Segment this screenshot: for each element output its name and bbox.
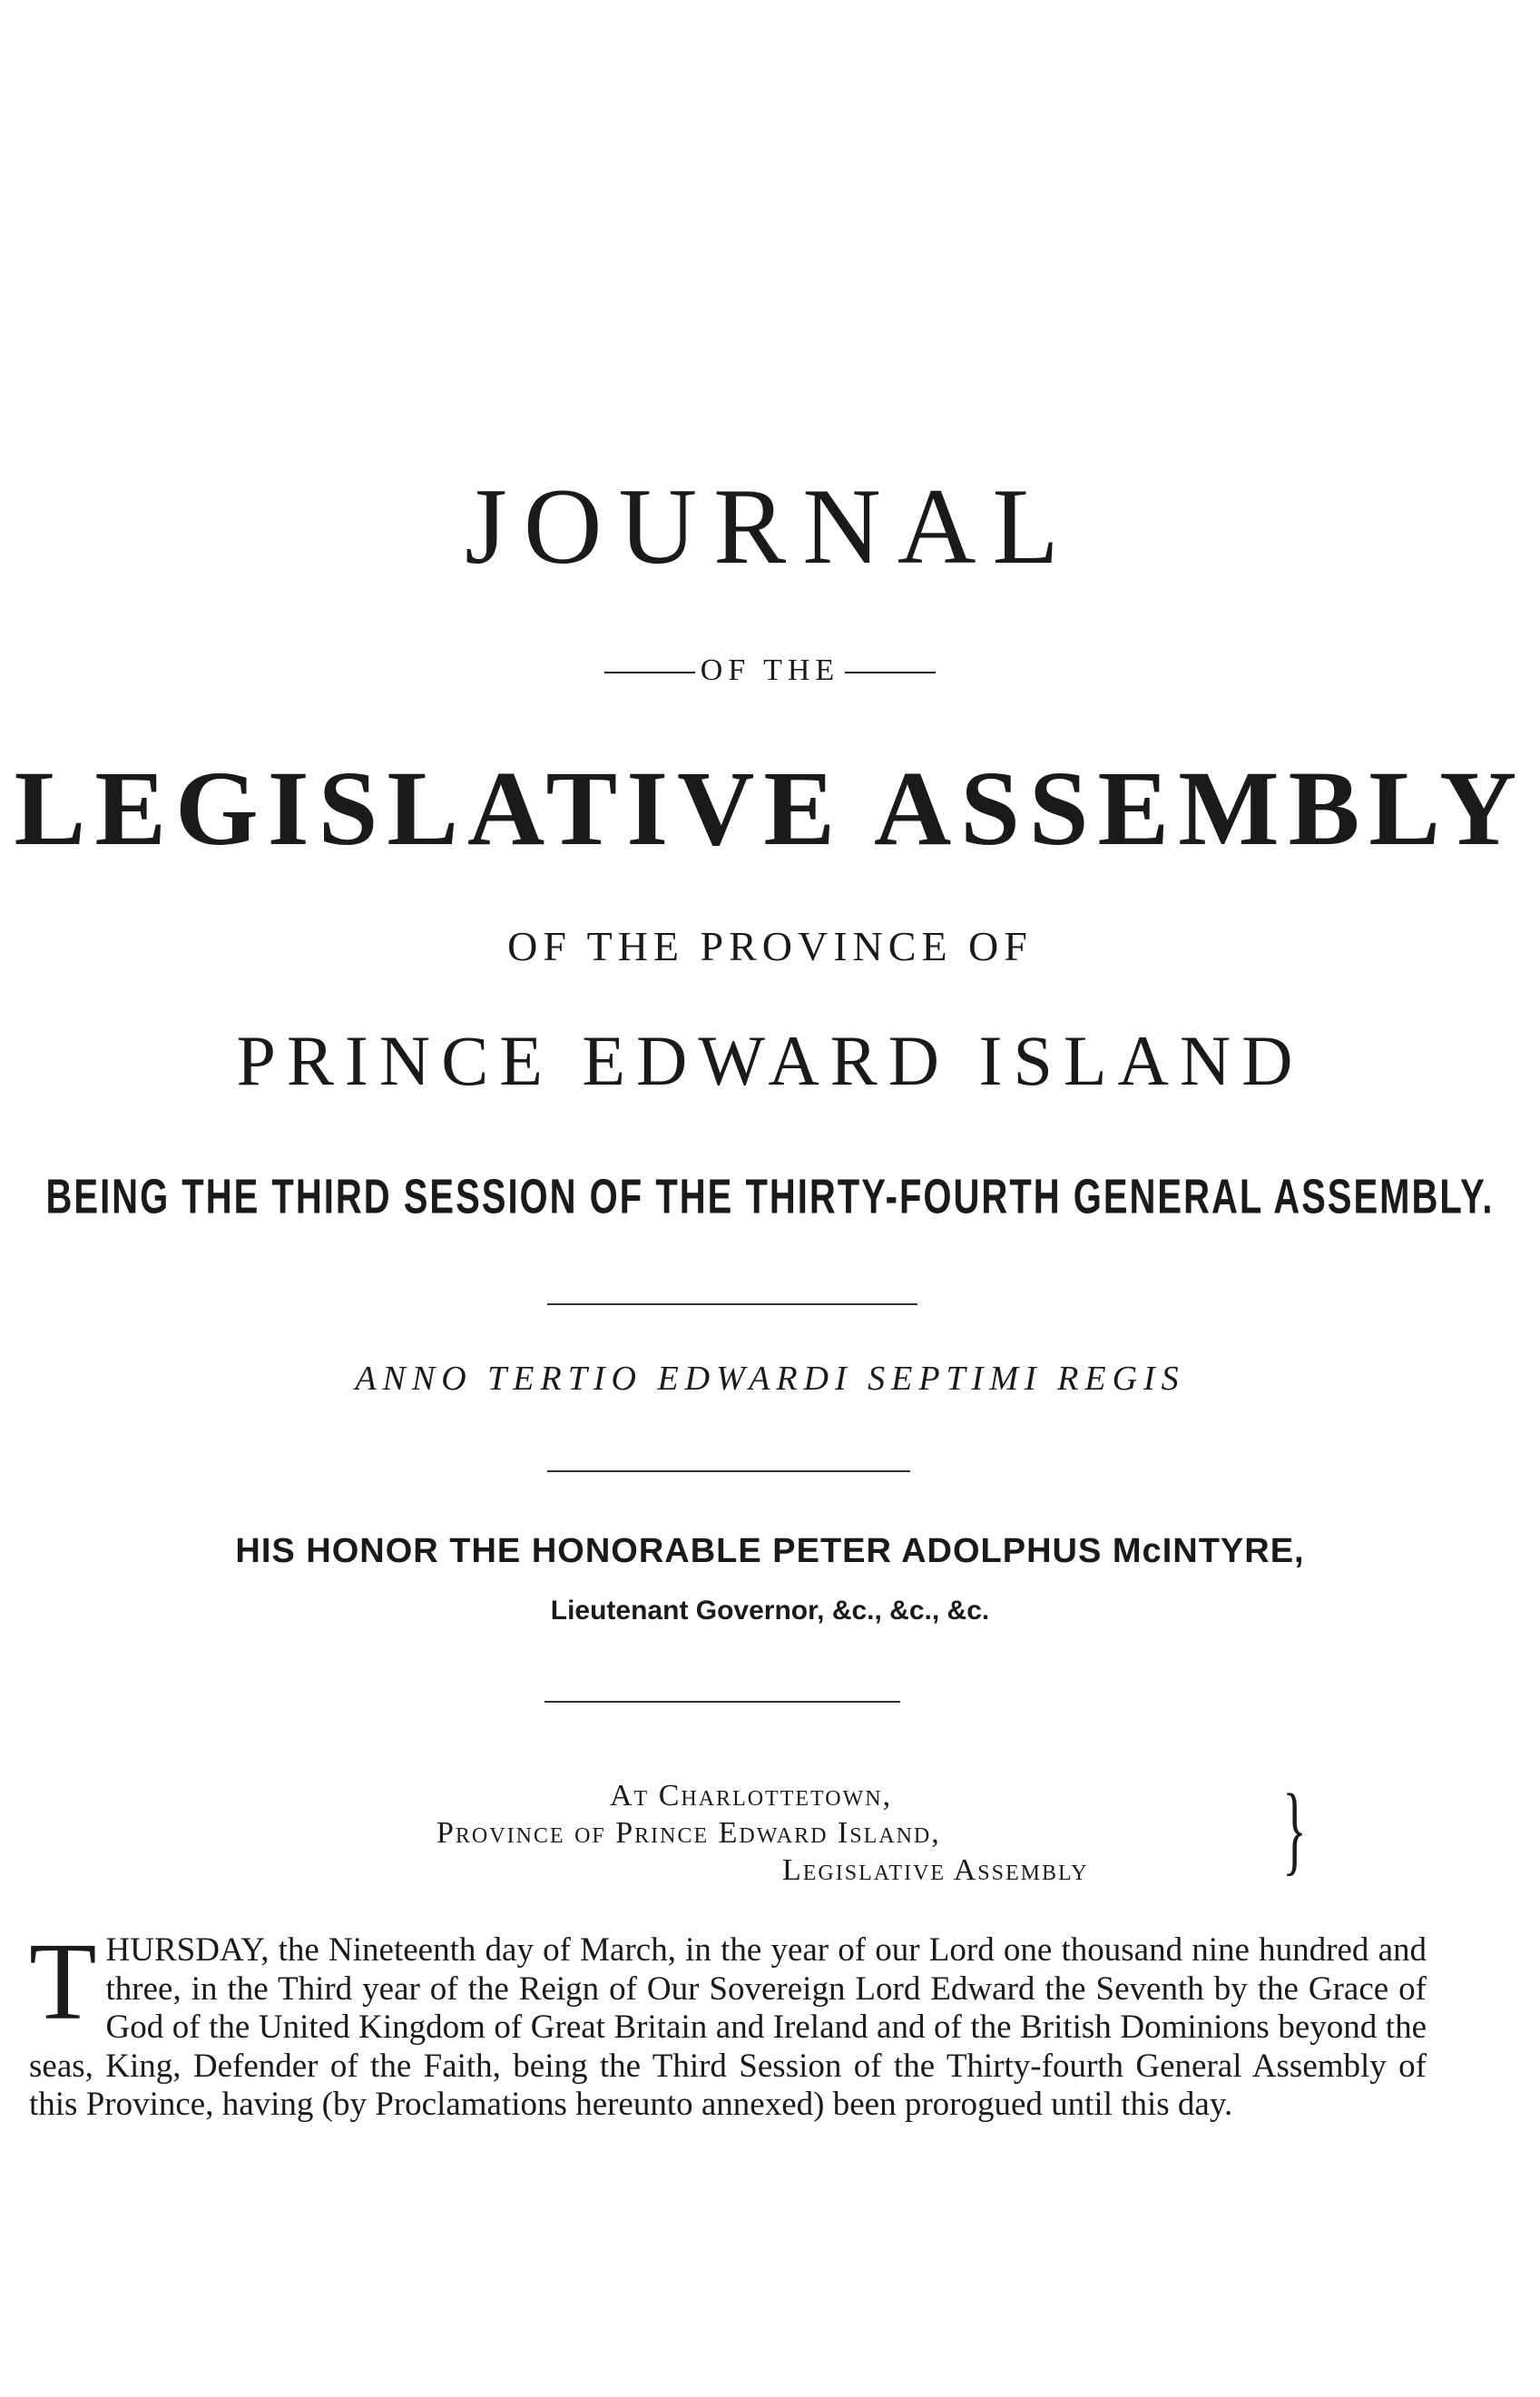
province-of-line: OF THE PROVINCE OF: [507, 923, 1033, 969]
journal-heading: JOURNAL: [465, 466, 1075, 586]
place-line-3: Legislative Assembly: [782, 1853, 1089, 1887]
divider-rule-2: [547, 1470, 910, 1472]
place-line-1: At Charlottetown,: [610, 1779, 893, 1812]
divider-rule-3: [544, 1701, 900, 1703]
drop-cap: T: [29, 1921, 97, 2043]
province-name: PRINCE EDWARD ISLAND: [236, 1021, 1304, 1100]
governor-title: Lieutenant Governor, &c., &c., &c.: [550, 1596, 990, 1626]
right-dash: [845, 672, 936, 673]
assembly-heading: LEGISLATIVE ASSEMBLY: [14, 749, 1526, 868]
paragraph-text: HURSDAY, the Nineteenth day of March, in the year of our Lord one thousand nine hundred and three, in the Third year of the Reign of Our Sovereign Lord Edward the Seventh by the Grace of God of the United Kingdom of Great Britain and Ireland and of the British Dominions beyond the seas, King, Defender of the Faith, being the Third Session of the Thirty-fourth General Assembly of this Province, having (by Proclamations hereunto annexed) been prorogued until this day.: [29, 1931, 1427, 2123]
place-line-2: Province of Prince Edward Island,: [436, 1816, 941, 1850]
opening-paragraph: [29, 1921, 1427, 2125]
divider-rule-1: [547, 1303, 917, 1305]
of-the-line: [0, 655, 1540, 686]
left-dash: [604, 672, 695, 673]
right-brace-icon: }: [1282, 1773, 1307, 1884]
governor-name: HIS HONOR THE HONORABLE PETER ADOLPHUS McINTYRE,: [235, 1532, 1305, 1570]
latin-regnal-year: ANNO TERTIO EDWARDI SEPTIMI REGIS: [355, 1360, 1185, 1398]
session-line: BEING THE THIRD SESSION OF THE THIRTY-FOURTH GENERAL ASSEMBLY.: [45, 1170, 1495, 1224]
of-the-text: OF THE: [700, 653, 840, 687]
